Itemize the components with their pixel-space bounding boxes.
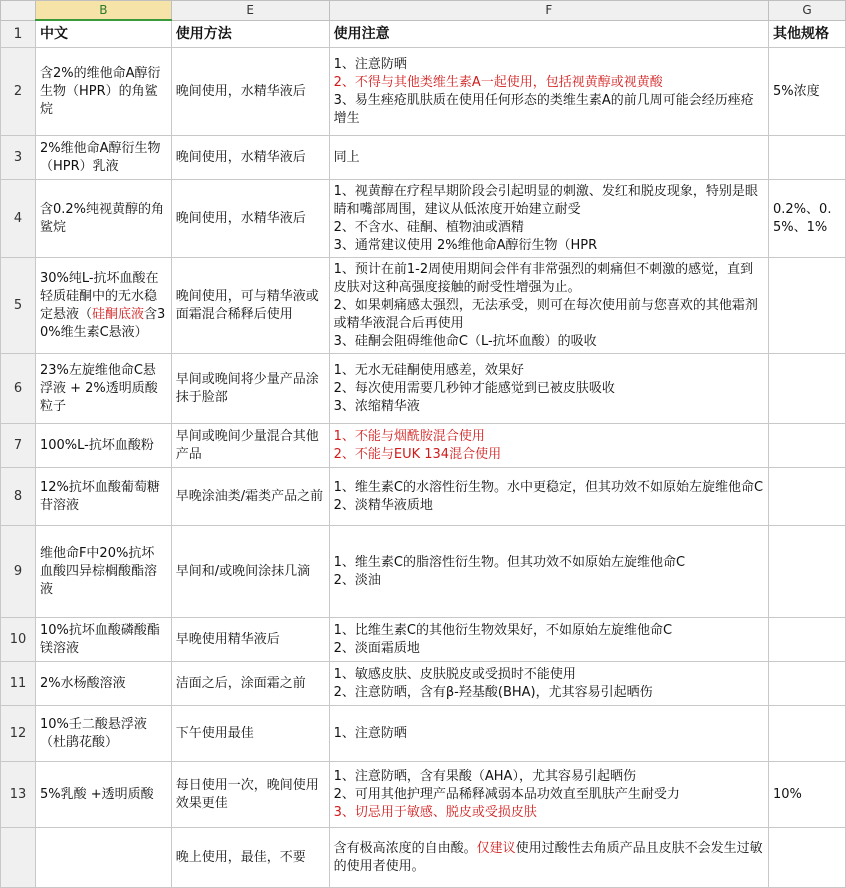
cell-product-name[interactable]: 12%抗坏血酸葡萄糖苷溶液	[35, 468, 171, 526]
table-row	[1, 180, 846, 258]
row-number[interactable]: 11	[1, 662, 36, 706]
cell-other-spec[interactable]	[769, 136, 846, 180]
table-row	[1, 424, 846, 468]
note-line: 1、注意防晒	[333, 725, 407, 741]
column-header-f[interactable]: F	[329, 1, 768, 21]
cell-usage-notes[interactable]	[329, 526, 768, 618]
cell-usage-notes[interactable]	[329, 180, 768, 258]
note-line: 2、可用其他护理产品稀释减弱本品功效直至肌肤产生耐受力	[333, 786, 680, 802]
cell-product-name[interactable]	[35, 828, 171, 888]
note-line: 1、注意防晒，含有果酸（AHA），尤其容易引起晒伤	[333, 768, 636, 784]
row-number[interactable]	[1, 828, 36, 888]
note-line: 1、敏感皮肤、皮肤脱皮或受损时不能使用	[333, 666, 576, 682]
cell-other-spec[interactable]	[769, 618, 846, 662]
row-number[interactable]: 4	[1, 180, 36, 258]
row-number[interactable]: 13	[1, 762, 36, 828]
cell-product-name[interactable]	[35, 258, 171, 354]
column-header-g[interactable]: G	[769, 1, 846, 21]
note-line: 3、通常建议使用 2%维他命A醇衍生物（HPR	[333, 237, 598, 253]
cell-usage-notes[interactable]	[329, 258, 768, 354]
table-row	[1, 618, 846, 662]
cell-other-spec[interactable]	[769, 424, 846, 468]
note-line: 2、如果刺痛感太强烈，无法承受，则可在每次使用前与您喜欢的其他霜剂或精华液混合后再使用	[333, 297, 758, 331]
header-cell-chinese-name[interactable]: 中文	[35, 20, 171, 48]
note-fragment: 仅建议	[476, 840, 516, 856]
table-row	[1, 526, 846, 618]
note-line: 3、易生痤疮肌肤质在使用任何形态的类维生素A的前几周可能会经历痤疮增生	[333, 92, 754, 126]
cell-usage-method[interactable]: 每日使用一次，晚间使用效果更佳	[171, 762, 329, 828]
note-line: 1、注意防晒	[333, 56, 407, 72]
name-fragment: 硅酮底液	[91, 306, 144, 322]
cell-other-spec[interactable]: 10%	[769, 762, 846, 828]
select-all-corner[interactable]	[1, 1, 36, 21]
note-line: 1、预计在前1-2周使用期间会伴有非常强烈的刺痛但不刺激的感觉，直到皮肤对这种高强度接触的耐受性增强为止。	[333, 261, 754, 295]
note-line: 同上	[333, 149, 360, 165]
table-row	[1, 706, 846, 762]
cell-usage-method[interactable]: 早晚使用精华液后	[171, 618, 329, 662]
cell-usage-notes[interactable]	[329, 706, 768, 762]
cell-usage-notes[interactable]	[329, 762, 768, 828]
row-number[interactable]: 2	[1, 48, 36, 136]
cell-product-name[interactable]: 维他命F中20%抗坏血酸四异棕榈酸酯溶液	[35, 526, 171, 618]
cell-usage-method[interactable]: 晚上使用，最佳，不要	[171, 828, 329, 888]
row-number[interactable]: 5	[1, 258, 36, 354]
cell-product-name[interactable]: 含0.2%纯视黄醇的角鲨烷	[35, 180, 171, 258]
cell-usage-method[interactable]: 晚间使用，水精华液后	[171, 136, 329, 180]
note-line: 1、视黄醇在疗程早期阶段会引起明显的刺激、发红和脱皮现象，特别是眼睛和嘴部周围，建议从低浓度开始建立耐受	[333, 183, 758, 217]
header-cell-notes[interactable]: 使用注意	[329, 20, 768, 48]
cell-usage-notes[interactable]	[329, 424, 768, 468]
cell-usage-method[interactable]: 早晚涂油类/霜类产品之前	[171, 468, 329, 526]
cell-product-name[interactable]: 5%乳酸 +透明质酸	[35, 762, 171, 828]
row-number[interactable]: 7	[1, 424, 36, 468]
cell-product-name[interactable]: 2%维他命A醇衍生物（HPR）乳液	[35, 136, 171, 180]
header-cell-usage[interactable]: 使用方法	[171, 20, 329, 48]
row-number[interactable]: 3	[1, 136, 36, 180]
cell-product-name[interactable]: 2%水杨酸溶液	[35, 662, 171, 706]
note-line: 3、硅酮会阻碍维他命C（L-抗坏血酸）的吸收	[333, 333, 597, 349]
cell-other-spec[interactable]	[769, 468, 846, 526]
cell-other-spec[interactable]	[769, 526, 846, 618]
table-row	[1, 136, 846, 180]
note-line: 3、切忌用于敏感、脱皮或受损皮肤	[333, 804, 537, 820]
cell-usage-method[interactable]: 晚间使用，可与精华液或面霜混合稀释后使用	[171, 258, 329, 354]
cell-product-name[interactable]: 23%左旋维他命C悬浮液 + 2%透明质酸粒子	[35, 354, 171, 424]
cell-usage-notes[interactable]	[329, 468, 768, 526]
table-row	[1, 354, 846, 424]
cell-usage-notes[interactable]	[329, 618, 768, 662]
row-number[interactable]: 1	[1, 20, 36, 48]
name-fragment: 30%纯L-抗坏血酸在轻质硅酮中的无水稳定悬液（	[39, 270, 159, 322]
cell-usage-method[interactable]: 晚间使用，水精华液后	[171, 180, 329, 258]
cell-usage-notes[interactable]	[329, 662, 768, 706]
table-row	[1, 662, 846, 706]
table-row	[1, 48, 846, 136]
cell-usage-notes[interactable]	[329, 136, 768, 180]
column-header-b[interactable]: B	[35, 1, 171, 21]
note-line: 1、不能与烟酰胺混合使用	[333, 428, 485, 444]
note-line: 1、维生素C的脂溶性衍生物。但其功效不如原始左旋维他命C	[333, 554, 686, 570]
note-line: 2、不含水、硅酮、植物油或酒精	[333, 219, 524, 235]
cell-usage-notes[interactable]	[329, 354, 768, 424]
cell-usage-method[interactable]: 早间和/或晚间涂抹几滴	[171, 526, 329, 618]
header-row	[1, 20, 846, 48]
cell-usage-method[interactable]: 洁面之后，涂面霜之前	[171, 662, 329, 706]
cell-other-spec[interactable]: 5%浓度	[769, 48, 846, 136]
name-fragment: 含30%维生素C悬液）	[39, 306, 166, 340]
cell-usage-method[interactable]: 下午使用最佳	[171, 706, 329, 762]
note-fragment: 使用过酸性去角质产品且皮肤不会发生过敏的使用者使用。	[333, 840, 763, 874]
cell-product-name[interactable]: 10%壬二酸悬浮液（杜鹃花酸）	[35, 706, 171, 762]
note-line: 2、淡油	[333, 572, 381, 588]
cell-other-spec[interactable]	[769, 662, 846, 706]
table-row	[1, 468, 846, 526]
row-number[interactable]: 8	[1, 468, 36, 526]
note-line: 3、浓缩精华液	[333, 398, 420, 414]
table-row	[1, 258, 846, 354]
cell-usage-notes[interactable]	[329, 828, 768, 888]
cell-other-spec[interactable]: 0.2%、0.5%、1%	[769, 180, 846, 258]
cell-product-name[interactable]: 含2%的维他命A醇衍生物（HPR）的角鲨烷	[35, 48, 171, 136]
column-header-row	[1, 1, 846, 21]
cell-product-name[interactable]: 100%L-抗坏血酸粉	[35, 424, 171, 468]
note-line: 2、不得与其他类维生素A一起使用，包括视黄醇或视黄酸	[333, 74, 663, 90]
note-line: 1、比维生素C的其他衍生物效果好，不如原始左旋维他命C	[333, 622, 673, 638]
cell-other-spec[interactable]	[769, 258, 846, 354]
row-number[interactable]: 6	[1, 354, 36, 424]
cell-product-name[interactable]: 10%抗坏血酸磷酸酯镁溶液	[35, 618, 171, 662]
row-number[interactable]: 10	[1, 618, 36, 662]
cell-other-spec[interactable]	[769, 828, 846, 888]
note-line: 2、注意防晒，含有β-羟基酸(BHA)，尤其容易引起晒伤	[333, 684, 653, 700]
row-number[interactable]: 9	[1, 526, 36, 618]
note-line: 2、不能与EUK 134混合使用	[333, 446, 502, 462]
column-header-e[interactable]: E	[171, 1, 329, 21]
cell-usage-method[interactable]: 早间或晚间少量混合其他产品	[171, 424, 329, 468]
cell-usage-notes[interactable]	[329, 48, 768, 136]
header-cell-other-spec[interactable]: 其他规格	[769, 20, 846, 48]
table-row	[1, 828, 846, 888]
note-line: 2、每次使用需要几秒钟才能感觉到已被皮肤吸收	[333, 380, 615, 396]
cell-other-spec[interactable]	[769, 706, 846, 762]
note-fragment: 含有极高浓度的自由酸。	[333, 840, 477, 856]
note-line: 2、淡面霜质地	[333, 640, 420, 656]
cell-usage-method[interactable]: 早间或晚间将少量产品涂抹于脸部	[171, 354, 329, 424]
note-line: 1、维生素C的水溶性衍生物。水中更稳定，但其功效不如原始左旋维他命C	[333, 479, 764, 495]
table-row	[1, 762, 846, 828]
cell-usage-method[interactable]: 晚间使用，水精华液后	[171, 48, 329, 136]
row-number[interactable]: 12	[1, 706, 36, 762]
cell-other-spec[interactable]	[769, 354, 846, 424]
note-line: 2、淡精华液质地	[333, 497, 433, 513]
note-line: 1、无水无硅酮使用感差，效果好	[333, 362, 524, 378]
